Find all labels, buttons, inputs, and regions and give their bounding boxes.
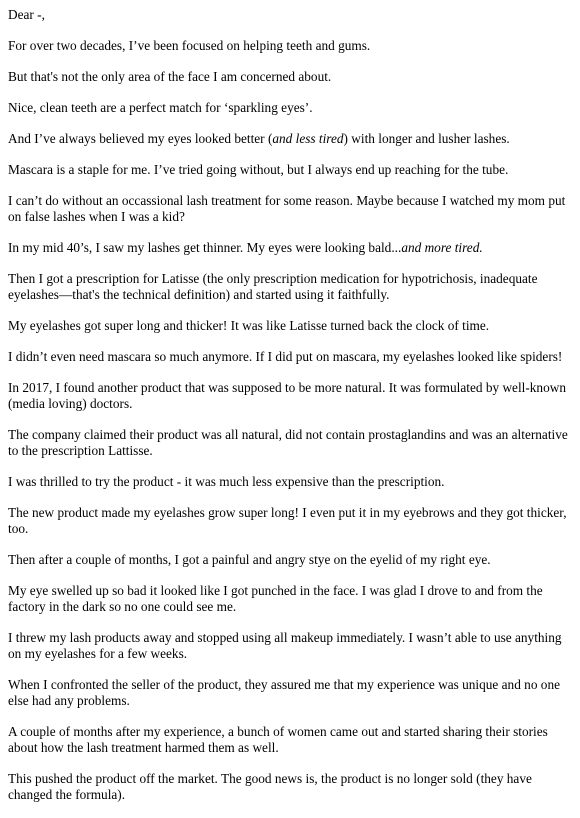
paragraph-text: My eye swelled up so bad it looked like I got punched in the face. I was glad I drove to and from the factory in the dark so no one could see me. [8,583,543,614]
emphasis-text: and more tired. [401,240,483,255]
paragraph-text: The company claimed their product was all natural, did not contain prostaglandins and was an alternative to the prescription Lattisse. [8,427,568,458]
paragraph [8,271,574,303]
paragraph-text: Nice, clean teeth are a perfect match for ‘sparkling eyes’. [8,100,313,115]
paragraph-text: Then after a couple of months, I got a painful and angry stye on the eyelid of my right eye. [8,552,491,567]
paragraph [8,38,574,54]
paragraph-text: In 2017, I found another product that was supposed to be more natural. It was formulated by well-known (media loving) doctors. [8,380,566,411]
paragraph-text: Then I got a prescription for Latisse (the only prescription medication for hypotrichosis, inadequate eyelashes—that's the technical definition) and started using it faithfully. [8,271,538,302]
paragraph [8,552,574,568]
paragraph [8,349,574,365]
paragraph [8,131,574,147]
paragraph-text: I didn’t even need mascara so much anymore. If I did put on mascara, my eyelashes looked like spiders! [8,349,563,364]
paragraph [8,380,574,412]
paragraph [8,505,574,537]
paragraph-text: My eyelashes got super long and thicker! It was like Latisse turned back the clock of time. [8,318,490,333]
paragraph [8,583,574,615]
paragraph [8,193,574,225]
paragraph [8,677,574,709]
paragraph [8,474,574,490]
paragraph [8,69,574,85]
paragraph-text: I was thrilled to try the product - it was much less expensive than the prescription. [8,474,445,489]
paragraph-text: This pushed the product off the market. The good news is, the product is no longer sold (they have changed the formula). [8,771,532,802]
paragraph [8,162,574,178]
paragraph-text: When I confronted the seller of the product, they assured me that my experience was unique and no one else had any problems. [8,677,560,708]
paragraph-text: But that's not the only area of the face I am concerned about. [8,69,332,84]
paragraph-text: In my mid 40’s, I saw my lashes get thinner. My eyes were looking bald... [8,240,402,255]
paragraph [8,100,574,116]
email-body [8,0,574,818]
paragraph [8,771,574,803]
paragraph [8,240,574,256]
paragraph-text: I can’t do without an occassional lash treatment for some reason. Maybe because I watched my mom put on false lashes when I was a kid? [8,193,566,224]
paragraph [8,630,574,662]
paragraph [8,427,574,459]
paragraph-list [8,38,574,803]
paragraph-text: For over two decades, I’ve been focused on helping teeth and gums. [8,38,371,53]
emphasis-text: and less tired [272,131,344,146]
paragraph-text: A couple of months after my experience, a bunch of women came out and started sharing their stories about how the lash treatment harmed them as well. [8,724,548,755]
paragraph-text: And I’ve always believed my eyes looked better ( [8,131,273,146]
paragraph-text: The new product made my eyelashes grow super long! I even put it in my eyebrows and they got thicker, too. [8,505,567,536]
paragraph-text: ) with longer and lusher lashes. [343,131,510,146]
paragraph [8,318,574,334]
paragraph-text: I threw my lash products away and stopped using all makeup immediately. I wasn’t able to use anything on my eyelashes for a few weeks. [8,630,562,661]
paragraph-text: Mascara is a staple for me. I’ve tried going without, but I always end up reaching for the tube. [8,162,509,177]
paragraph [8,724,574,756]
greeting: Dear -, [8,7,45,22]
